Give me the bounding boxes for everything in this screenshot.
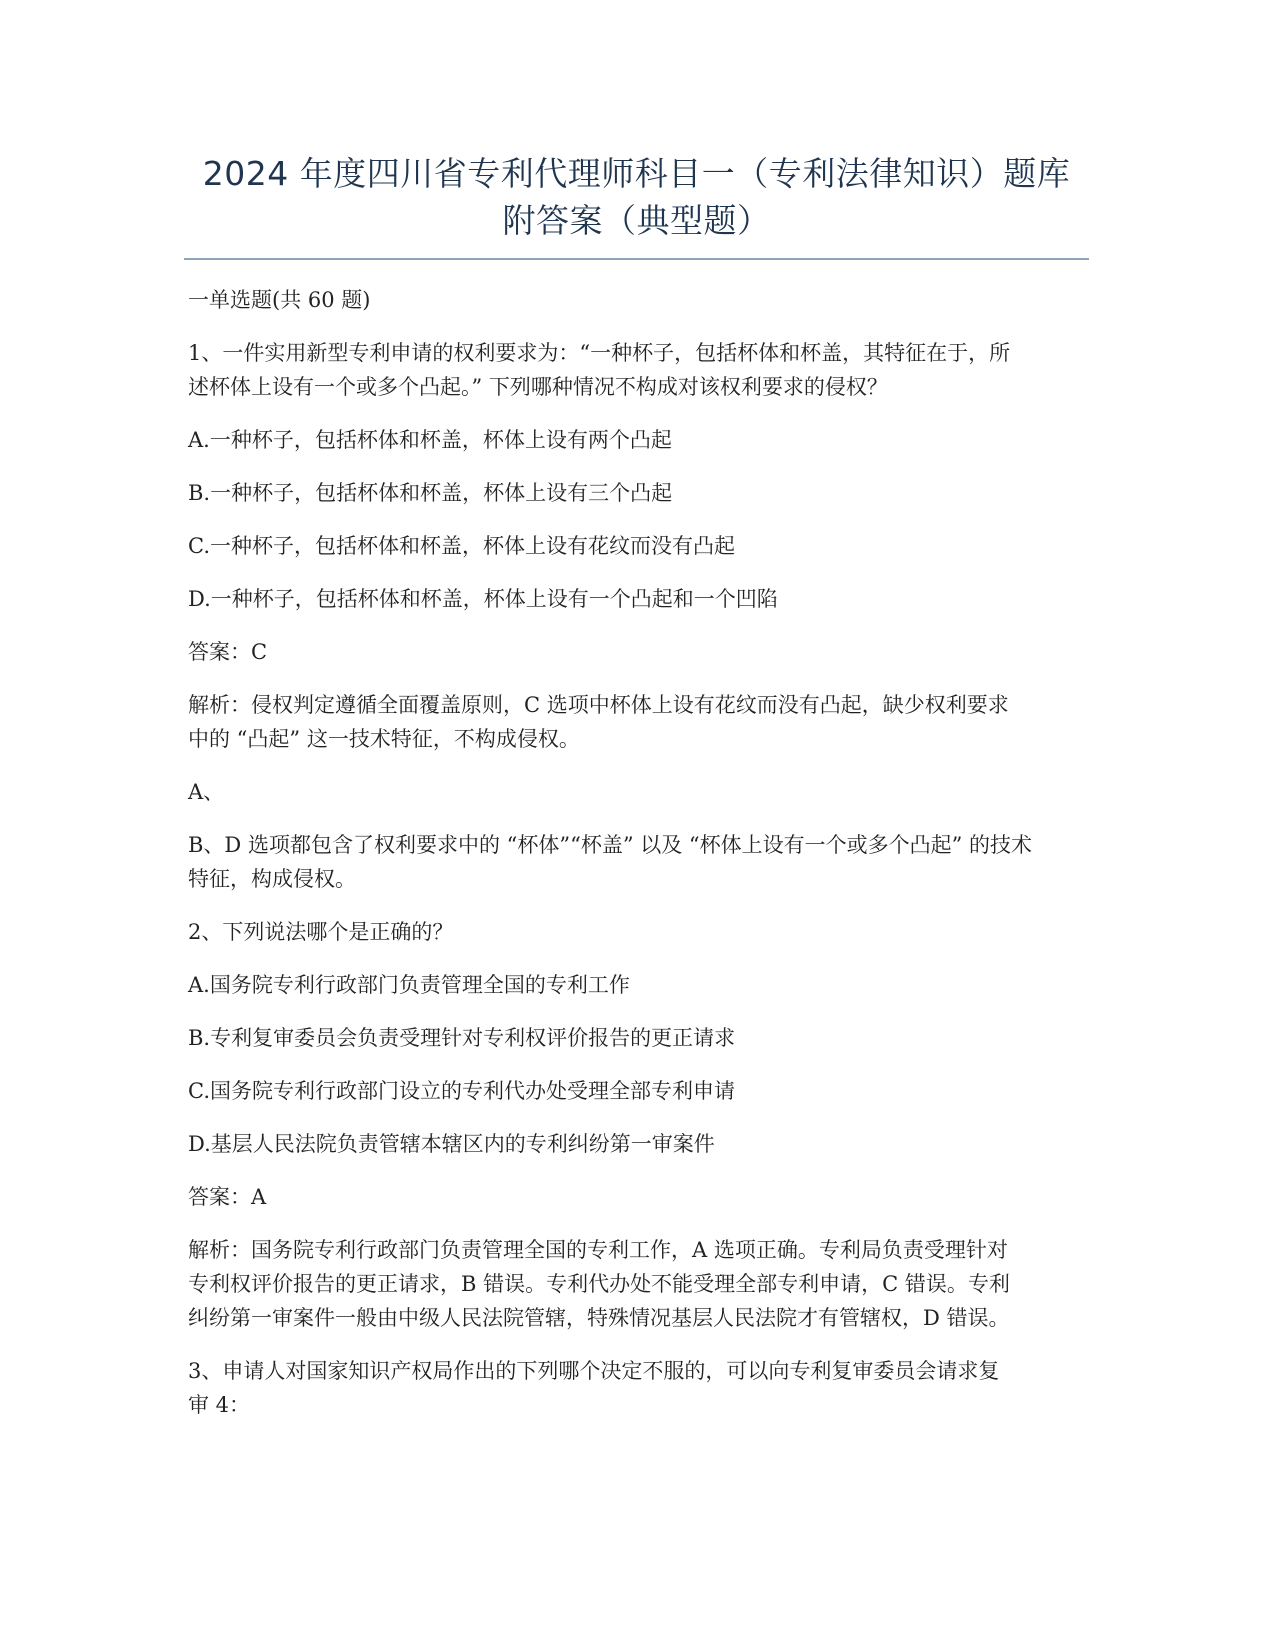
option-label: D.	[188, 587, 211, 611]
option-text: 基层人民法院负责管辖本辖区内的专利纠纷第一审案件	[210, 1132, 715, 1156]
question-1-extra-line-3: 特征，构成侵权。	[188, 867, 356, 891]
question-1-extra-line-2: B、D 选项都包含了权利要求中的 “杯体”“杯盖” 以及 “杯体上设有一个或多个凸起” 的技术	[188, 833, 1033, 857]
question-2-analysis-line-3: 纠纷第一审案件一般由中级人民法院管辖，特殊情况基层人民法院才有管辖权，D 错误。	[188, 1306, 1010, 1330]
option-label: B.	[188, 1026, 211, 1050]
question-1-stem-line-1: 1、一件实用新型专利申请的权利要求为：“一种杯子，包括杯体和杯盖，其特征在于，所	[188, 341, 1011, 365]
question-2-stem: 2、下列说法哪个是正确的？	[188, 920, 454, 944]
option-text: 国务院专利行政部门负责管理全国的专利工作	[209, 973, 630, 997]
question-3-stem-line-2: 审 4：	[188, 1393, 251, 1417]
question-2-option-d	[188, 1127, 1083, 1161]
option-label: A.	[188, 428, 210, 452]
option-text: 专利复审委员会负责受理针对专利权评价报告的更正请求	[210, 1026, 736, 1050]
document-title	[184, 150, 1089, 244]
question-1-option-c	[188, 529, 1083, 563]
option-text: 一种杯子，包括杯体和杯盖，杯体上设有花纹而没有凸起	[210, 534, 735, 558]
option-label: A.	[188, 973, 210, 997]
title-divider	[184, 258, 1089, 260]
question-1-analysis-line-1: 解析：侵权判定遵循全面覆盖原则，C 选项中杯体上设有花纹而没有凸起，缺少权利要求	[188, 693, 1009, 717]
question-2-analysis-line-2: 专利权评价报告的更正请求，B 错误。专利代办处不能受理全部专利申请，C 错误。专利	[188, 1272, 1010, 1296]
option-text: 一种杯子，包括杯体和杯盖，杯体上设有三个凸起	[210, 481, 673, 505]
section-heading: 一单选题(共 60 题)	[188, 288, 371, 312]
option-label: B.	[188, 481, 211, 505]
question-1-option-a	[188, 423, 1083, 457]
option-text: 国务院专利行政部门设立的专利代办处受理全部专利申请	[210, 1079, 735, 1103]
title-line-1: 2024 年度四川省专利代理师科目一（专利法律知识）题库	[202, 154, 1071, 193]
option-text: 一种杯子，包括杯体和杯盖，杯体上设有一个凸起和一个凹陷	[210, 587, 778, 611]
option-label: D.	[188, 1132, 211, 1156]
question-2-option-a	[188, 968, 1083, 1002]
option-label: C.	[188, 1079, 210, 1103]
question-1-analysis-line-2: 中的 “凸起” 这一技术特征，不构成侵权。	[188, 727, 580, 751]
question-2-analysis-line-1: 解析：国务院专利行政部门负责管理全国的专利工作，A 选项正确。专利局负责受理针对	[188, 1238, 1008, 1262]
question-1-answer: 答案：C	[188, 640, 268, 664]
option-text: 一种杯子，包括杯体和杯盖，杯体上设有两个凸起	[209, 428, 672, 452]
question-1-option-b	[188, 476, 1083, 510]
title-line-2: 附答案（典型题）	[502, 201, 771, 240]
question-2-option-c	[188, 1074, 1083, 1108]
question-1-option-d	[188, 582, 1083, 616]
question-3-stem-line-1: 3、申请人对国家知识产权局作出的下列哪个决定不服的，可以向专利复审委员会请求复	[188, 1359, 1000, 1383]
question-2-answer: 答案：A	[188, 1185, 267, 1209]
option-label: C.	[188, 534, 210, 558]
question-2-option-b	[188, 1021, 1083, 1055]
question-1-stem-line-2: 述杯体上设有一个或多个凸起。” 下列哪种情况不构成对该权利要求的侵权？	[188, 375, 888, 399]
question-1-extra-line-1: A、	[188, 780, 225, 804]
